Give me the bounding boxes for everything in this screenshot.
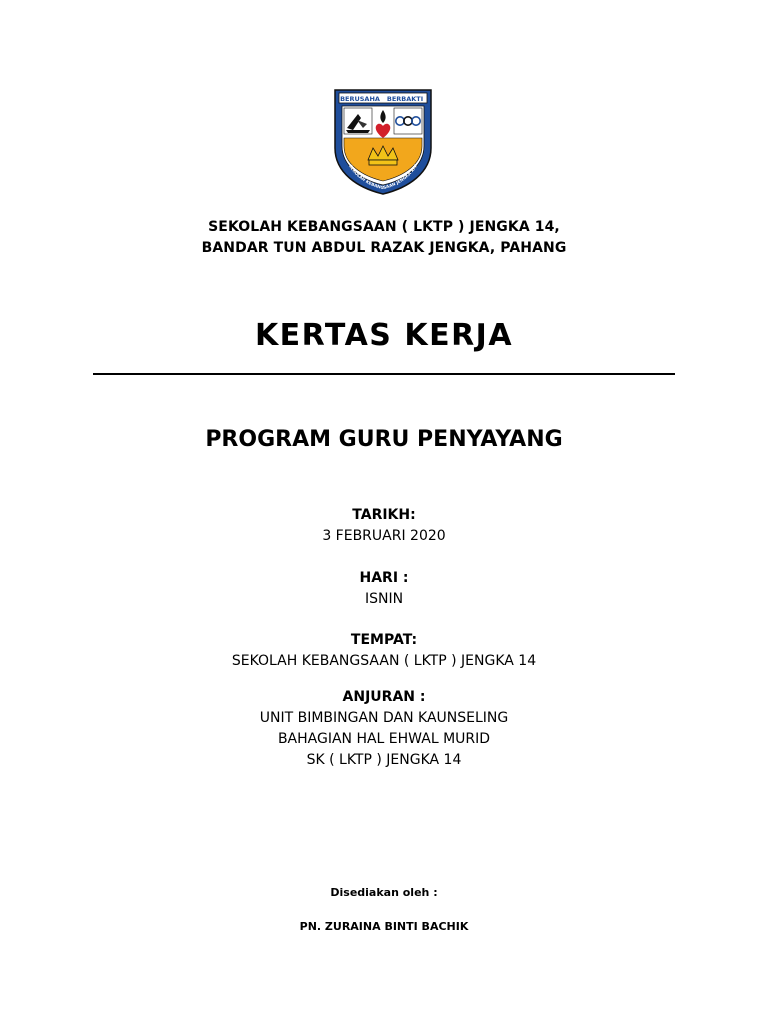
tempat-label: TEMPAT:: [350, 632, 418, 648]
anjuran-label: ANJURAN :: [342, 689, 426, 705]
hari-value: ISNIN: [364, 591, 404, 607]
title-divider: [93, 373, 675, 375]
crest-ring-text: SEKOLAH KEBANGSAAN JENGKA XIV: [348, 163, 418, 191]
crest-motto-right: BERBAKTI: [386, 95, 424, 103]
tempat-value: SEKOLAH KEBANGSAAN ( LKTP ) JENGKA 14: [231, 653, 537, 669]
anjuran-line-2: BAHAGIAN HAL EHWAL MURID: [277, 731, 491, 747]
tarikh-label: TARIKH:: [352, 507, 416, 523]
anjuran-line-3: SK ( LKTP ) JENGKA 14: [306, 752, 462, 768]
tarikh-value: 3 FEBRUARI 2020: [322, 528, 446, 544]
school-crest-logo: [333, 88, 433, 196]
prepared-by-label: Disediakan oleh :: [330, 886, 438, 899]
crest-motto-left: BERUSAHA: [340, 95, 380, 103]
hari-label: HARI :: [359, 570, 409, 586]
document-title: KERTAS KERJA: [254, 318, 514, 353]
anjuran-line-1: UNIT BIMBINGAN DAN KAUNSELING: [259, 710, 509, 726]
school-name-line-2: BANDAR TUN ABDUL RAZAK JENGKA, PAHANG: [201, 240, 567, 256]
prepared-by-name: PN. ZURAINA BINTI BACHIK: [299, 920, 469, 933]
school-name-line-1: SEKOLAH KEBANGSAAN ( LKTP ) JENGKA 14,: [208, 219, 560, 235]
program-title: PROGRAM GURU PENYAYANG: [205, 427, 563, 452]
